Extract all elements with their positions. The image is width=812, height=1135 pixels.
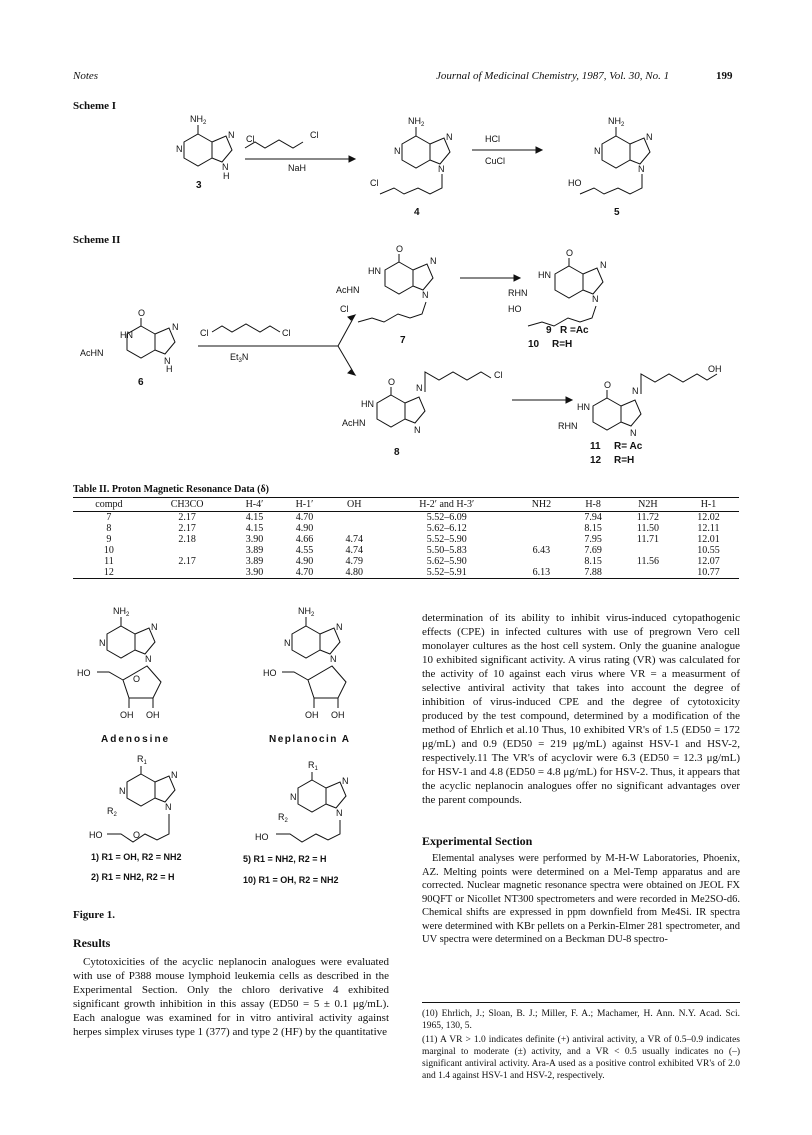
table-cell: 4.90 — [295, 556, 314, 567]
label-4: 4 — [414, 207, 420, 218]
svg-text:NH2: $NH_2$ — [113, 606, 130, 618]
table-cell: 7.94 — [584, 512, 602, 523]
table-cell: 10.55 — [697, 545, 720, 556]
table-cell: 4.74 — [345, 534, 363, 545]
table-cell: 4.74 — [345, 545, 363, 556]
table-cell — [145, 567, 230, 579]
svg-text:N: N — [430, 256, 437, 266]
table-cell: 11.72 — [636, 512, 659, 523]
svg-text:O: O — [388, 377, 396, 387]
table-cell: 11.50 — [636, 523, 659, 534]
svg-text:N: N — [171, 770, 178, 780]
svg-text:N: N — [176, 144, 183, 154]
table-cell: 2.18 — [178, 534, 196, 545]
label-8: 8 — [394, 447, 400, 458]
table-cell: 12.02 — [697, 512, 720, 523]
svg-text:N: N — [284, 638, 291, 648]
table-cell: 3.89 — [245, 545, 264, 556]
table-cell — [514, 512, 568, 524]
svg-text:HCl: HCl — [485, 134, 500, 144]
svg-text:N: N — [165, 802, 172, 812]
svg-text:O: O — [604, 380, 612, 390]
caption-compound-2: 2) R1 = NH2, R2 = H — [91, 872, 175, 882]
results-paragraph: Cytotoxicities of the acyclic neplanocin analogues were evaluated with use of P388 mouse lymphoid leukemia cells as described in the Experimental Section. Only the chloro derivative 4 exhibited significant growth inhibition in this assay (ED50 = 5 ± 0.1 μg/mL). Each analogue was examined for in vitro antiviral activity against herpes simplex viruses type 1 (377) and type 2 (HF) by the quantitative — [73, 956, 389, 1038]
svg-text:N: N — [414, 425, 421, 435]
svg-text:HO: HO — [89, 830, 103, 840]
svg-text:RHN: RHN — [508, 288, 528, 298]
neplanocin-label: Neplanocin A — [269, 734, 351, 745]
svg-text:NH2: $NH_2$ — [408, 116, 425, 128]
label-9: 9 — [546, 325, 552, 336]
svg-text:H: H — [166, 364, 173, 374]
svg-text:OH: OH — [708, 364, 722, 374]
table-header-cell: H-8 — [568, 498, 617, 512]
footnote-10: (10) Ehrlich, J.; Sloan, B. J.; Miller, F. A.; Machamer, H. Ann. N.Y. Acad. Sci. 1965, 130, 5. — [422, 1009, 740, 1031]
caption-compound-5: 5) R1 = NH2, R2 = H — [243, 854, 327, 864]
svg-text:HO: HO — [508, 304, 522, 314]
table-cell: 3.90 — [229, 567, 279, 579]
svg-text:OH: OH — [146, 710, 160, 720]
compound-8-structure — [342, 370, 503, 435]
svg-text:N: N — [290, 792, 297, 802]
svg-text:HN: HN — [120, 330, 133, 340]
table-cell: 12 — [73, 567, 145, 579]
svg-text:AcHN: AcHN — [342, 418, 366, 428]
label-3: 3 — [196, 180, 202, 191]
svg-text:N: N — [330, 654, 337, 664]
table-cell — [145, 545, 230, 556]
table-header-cell: H-4′ — [229, 498, 279, 512]
scheme-1-arrow-1 — [245, 130, 355, 173]
table-cell: 9 — [106, 534, 112, 545]
svg-text:NaH: NaH — [288, 163, 307, 173]
table-cell: 5.52–6.09 — [426, 512, 467, 523]
svg-text:N: N — [438, 164, 445, 174]
svg-text:N: N — [394, 146, 401, 156]
table-header-cell: NH2 — [514, 498, 568, 512]
svg-text:HO: HO — [255, 832, 269, 842]
table-cell: 3.89 — [245, 556, 264, 567]
figure-1-drawing — [73, 600, 403, 890]
compound-6-structure — [80, 308, 179, 374]
table-row — [73, 545, 739, 556]
svg-text:N: N — [638, 164, 645, 174]
table-cell: 12.11 — [697, 523, 720, 534]
svg-text:N: N — [422, 290, 429, 300]
label-10-r: R=H — [552, 339, 573, 350]
scheme-2-drawing — [80, 240, 740, 472]
table-cell — [514, 523, 568, 534]
caption-compound-10: 10) R1 = OH, R2 = NH2 — [243, 875, 339, 885]
label-12-r: R=H — [614, 455, 635, 466]
right-paragraph-1: determination of its ability to inhibit virus-induced cytopathogenic effects (CPE) in infected cultures with use of pregrown Vero cell monolayer cultures as the host cell system. Only the guanine analogue 10 exhibited significant activity. A virus rating (VR) was calculated for the activity of 10 against each virus where VR = a measurment of selective antiviral activity that takes into account the degree of inhibition of virus-induced CPE and the degree of cytotoxicity produced by the test compound, determined by a modification of the method of Ehrlich et al.10 Thus, 10 exhibited VR's of 1.5 (ED50 = 172 μg/mL) and 0.9 (ED50 = 219 μg/mL) against HSV-1 and HSV-2, respectively.11 The VR's of acyclovir were 6.3 (ED50 = 12.3 μg/mL) for HSV-1 and 4.8 (ED50 = 4.8 μg/mL) for HSV-2. Thus, it appears that the acyclic neplanocin analogues offer no significant advantages over the parent compounds. — [422, 612, 740, 806]
svg-text:N: N — [164, 356, 171, 366]
running-header-left: Notes — [73, 70, 99, 82]
scheme-2-arrow — [198, 315, 355, 375]
svg-text:OH: OH — [305, 710, 319, 720]
label-6: 6 — [138, 377, 144, 388]
svg-text:Cl: Cl — [282, 328, 291, 338]
svg-text:N: N — [99, 638, 106, 648]
table-cell: 4.80 — [329, 567, 378, 579]
svg-text:Cl: Cl — [310, 130, 319, 140]
svg-text:N: N — [222, 162, 229, 172]
table-cell: 8.15 — [584, 556, 602, 567]
table-cell: 5.62–6.12 — [426, 523, 467, 534]
svg-text:H: H — [223, 171, 230, 181]
svg-text:N: N — [632, 386, 639, 396]
svg-text:N: N — [172, 322, 179, 332]
svg-text:CuCl: CuCl — [485, 156, 506, 166]
label-11: 11 — [590, 441, 601, 452]
label-9-r: R =Ac — [560, 325, 589, 336]
table-header-cell: H-2′ and H-3′ — [379, 498, 515, 512]
table-cell: 4.15 — [245, 512, 264, 523]
table-cell: 4.70 — [295, 512, 314, 523]
table-cell: 4.66 — [295, 534, 314, 545]
svg-text:HO: HO — [77, 668, 91, 678]
svg-text:O: O — [133, 830, 141, 840]
table-cell: 7 — [106, 512, 112, 523]
table-cell: 10 — [103, 545, 114, 556]
table-cell: 4.55 — [295, 545, 314, 556]
table-cell: 4.70 — [279, 567, 329, 579]
compound-11-12-structure — [558, 364, 722, 438]
table-cell: 11 — [104, 556, 114, 567]
svg-text:N: N — [342, 776, 349, 786]
table-header-cell: H-1′ — [279, 498, 329, 512]
svg-text:N: N — [336, 622, 343, 632]
table-cell: 7.88 — [568, 567, 617, 579]
svg-text:N: N — [446, 132, 453, 142]
experimental-heading: Experimental Section — [422, 834, 533, 848]
footnote-rule — [422, 1002, 740, 1003]
nmr-table — [73, 484, 739, 579]
svg-text:N: N — [336, 808, 343, 818]
adenosine-structure — [77, 606, 161, 720]
svg-text:N: N — [630, 428, 637, 438]
svg-text:N: N — [119, 786, 126, 796]
caption-compound-1: 1) R1 = OH, R2 = NH2 — [91, 852, 182, 862]
svg-text:N: N — [600, 260, 607, 270]
table-cell — [514, 556, 568, 567]
label-5: 5 — [614, 207, 620, 218]
svg-text:N: N — [228, 130, 235, 140]
table-cell: 2.17 — [178, 556, 196, 567]
compound-3-structure — [176, 114, 235, 181]
adenosine-label: Adenosine — [101, 734, 171, 745]
table-cell: 4.15 — [245, 523, 264, 534]
table-cell: 5.62–5.90 — [426, 556, 467, 567]
table-cell — [329, 523, 378, 534]
table-cell: 6.13 — [514, 567, 568, 579]
svg-text:NH2: $NH_2$ — [298, 606, 315, 618]
svg-text:HN: HN — [361, 399, 374, 409]
compound-4-structure — [370, 116, 453, 194]
acyclic-structure-2 — [255, 760, 349, 842]
svg-text:RHN: RHN — [558, 421, 578, 431]
table-row — [73, 556, 739, 567]
table-cell: 7.69 — [584, 545, 602, 556]
table-cell: 10.77 — [678, 567, 739, 579]
scheme-2-title: Scheme II — [73, 234, 121, 246]
svg-text:N: N — [594, 146, 601, 156]
scheme-1-arrow-2 — [472, 134, 542, 166]
table-cell: 5.52–5.90 — [426, 534, 467, 545]
table-cell — [618, 567, 678, 579]
running-header-right: Journal of Medicinal Chemistry, 1987, Vol. 30, No. 1 — [436, 70, 670, 82]
table-cell: 5.52–5.91 — [379, 567, 515, 579]
svg-text:Cl: Cl — [246, 134, 255, 144]
table-header-cell: N2H — [618, 498, 678, 512]
table-cell — [329, 512, 378, 524]
svg-text:R2: $R_2$ — [278, 812, 288, 824]
table-cell: 2.17 — [178, 523, 196, 534]
table-caption: Table II. Proton Magnetic Resonance Data (δ) — [73, 484, 270, 495]
svg-text:HO: HO — [568, 178, 582, 188]
table-cell: 8 — [106, 523, 112, 534]
table-row — [73, 567, 739, 579]
label-11-r: R= Ac — [614, 441, 643, 452]
experimental-paragraph: Elemental analyses were performed by M-H-W Laboratories, Phoenix, AZ. Melting points were determined on a Mel-Temp apparatus and are corrected. Nuclear magnetic resonance spectra were obtained on JEOL FX 90QFT or Nicollet NT300 spectrometers and were recorded in Me2SO-d6. Chemical shifts are expressed in ppm downfield from Me4Si. IR spectra were determined with KBr pellets on a Perkin-Elmer 281 spectrometer, and UV spectra were determined on a Beckman DU-8 spectro- — [422, 853, 740, 945]
svg-text:HN: HN — [577, 402, 590, 412]
svg-text:O: O — [133, 674, 141, 684]
table-cell: 5.50–5.83 — [426, 545, 467, 556]
table-cell: 8.15 — [584, 523, 602, 534]
svg-text:NH2: $NH_2$ — [608, 116, 625, 128]
svg-text:R1: $R_1$ — [308, 760, 318, 772]
svg-text:O: O — [396, 244, 404, 254]
svg-text:AcHN: AcHN — [80, 348, 104, 358]
table-header-cell: compd — [73, 498, 145, 512]
table-cell: 12.07 — [697, 556, 720, 567]
svg-text:Cl: Cl — [200, 328, 209, 338]
page-number: 199 — [716, 70, 733, 82]
table-header-cell: H-1 — [678, 498, 739, 512]
svg-text:HO: HO — [263, 668, 277, 678]
svg-text:HN: HN — [368, 266, 381, 276]
svg-text:Cl: Cl — [494, 370, 503, 380]
svg-text:Et3N: $Et_3N$ — [230, 352, 249, 364]
svg-text:OH: OH — [331, 710, 345, 720]
svg-text:N: N — [145, 654, 152, 664]
compound-9-10-structure — [508, 248, 607, 326]
table-row — [73, 512, 739, 524]
scheme-1-title: Scheme I — [73, 100, 117, 112]
svg-text:R2: $R_2$ — [107, 806, 117, 818]
table-cell: 7.95 — [584, 534, 602, 545]
figure-1-caption: Figure 1. — [73, 909, 115, 921]
svg-text:Cl: Cl — [340, 304, 349, 314]
table-cell: 3.90 — [245, 534, 264, 545]
table-cell — [514, 534, 568, 545]
table-cell: 12.01 — [697, 534, 720, 545]
svg-text:O: O — [566, 248, 574, 258]
svg-text:Cl: Cl — [370, 178, 379, 188]
table-row — [73, 534, 739, 545]
table-header-cell: CH3CO — [145, 498, 230, 512]
acyclic-structure-1 — [89, 754, 178, 842]
svg-text:N: N — [151, 622, 158, 632]
svg-text:R1: $R_1$ — [137, 754, 147, 766]
svg-text:OH: OH — [120, 710, 134, 720]
table-header-cell: OH — [329, 498, 378, 512]
label-10: 10 — [528, 339, 540, 350]
svg-text:N: N — [646, 132, 653, 142]
svg-text:AcHN: AcHN — [336, 285, 360, 295]
table-cell: 2.17 — [178, 512, 196, 523]
table-cell — [618, 545, 678, 556]
svg-text:HN: HN — [538, 270, 551, 280]
neplanocin-structure — [263, 606, 346, 720]
compound-7-structure — [336, 244, 437, 322]
svg-text:NH2: $NH_2$ — [190, 114, 207, 126]
svg-text:N: N — [416, 383, 423, 393]
table-cell: 11.71 — [636, 534, 659, 545]
results-heading: Results — [73, 936, 111, 950]
label-12: 12 — [590, 455, 602, 466]
table-cell: 4.79 — [345, 556, 363, 567]
label-7: 7 — [400, 335, 406, 346]
compound-5-structure — [568, 116, 653, 194]
table-cell: 6.43 — [532, 545, 551, 556]
table-row — [73, 523, 739, 534]
scheme-1-drawing — [150, 112, 710, 227]
table-cell: 4.90 — [295, 523, 314, 534]
svg-text:O: O — [138, 308, 146, 318]
table-cell: 11.56 — [636, 556, 659, 567]
footnote-11: (11) A VR > 1.0 indicates definite (+) antiviral activity, a VR of 0.5–0.9 indicates marginal to moderate (±) activity, and a VR < 0.5 usually indicates no (–) significant antiviral activity. Ara-A used as a positive control exhibited VR's of 2.0 and 1.4 against HSV-1 and HSV-2, respectively. — [422, 1035, 740, 1081]
svg-text:N: N — [592, 294, 599, 304]
